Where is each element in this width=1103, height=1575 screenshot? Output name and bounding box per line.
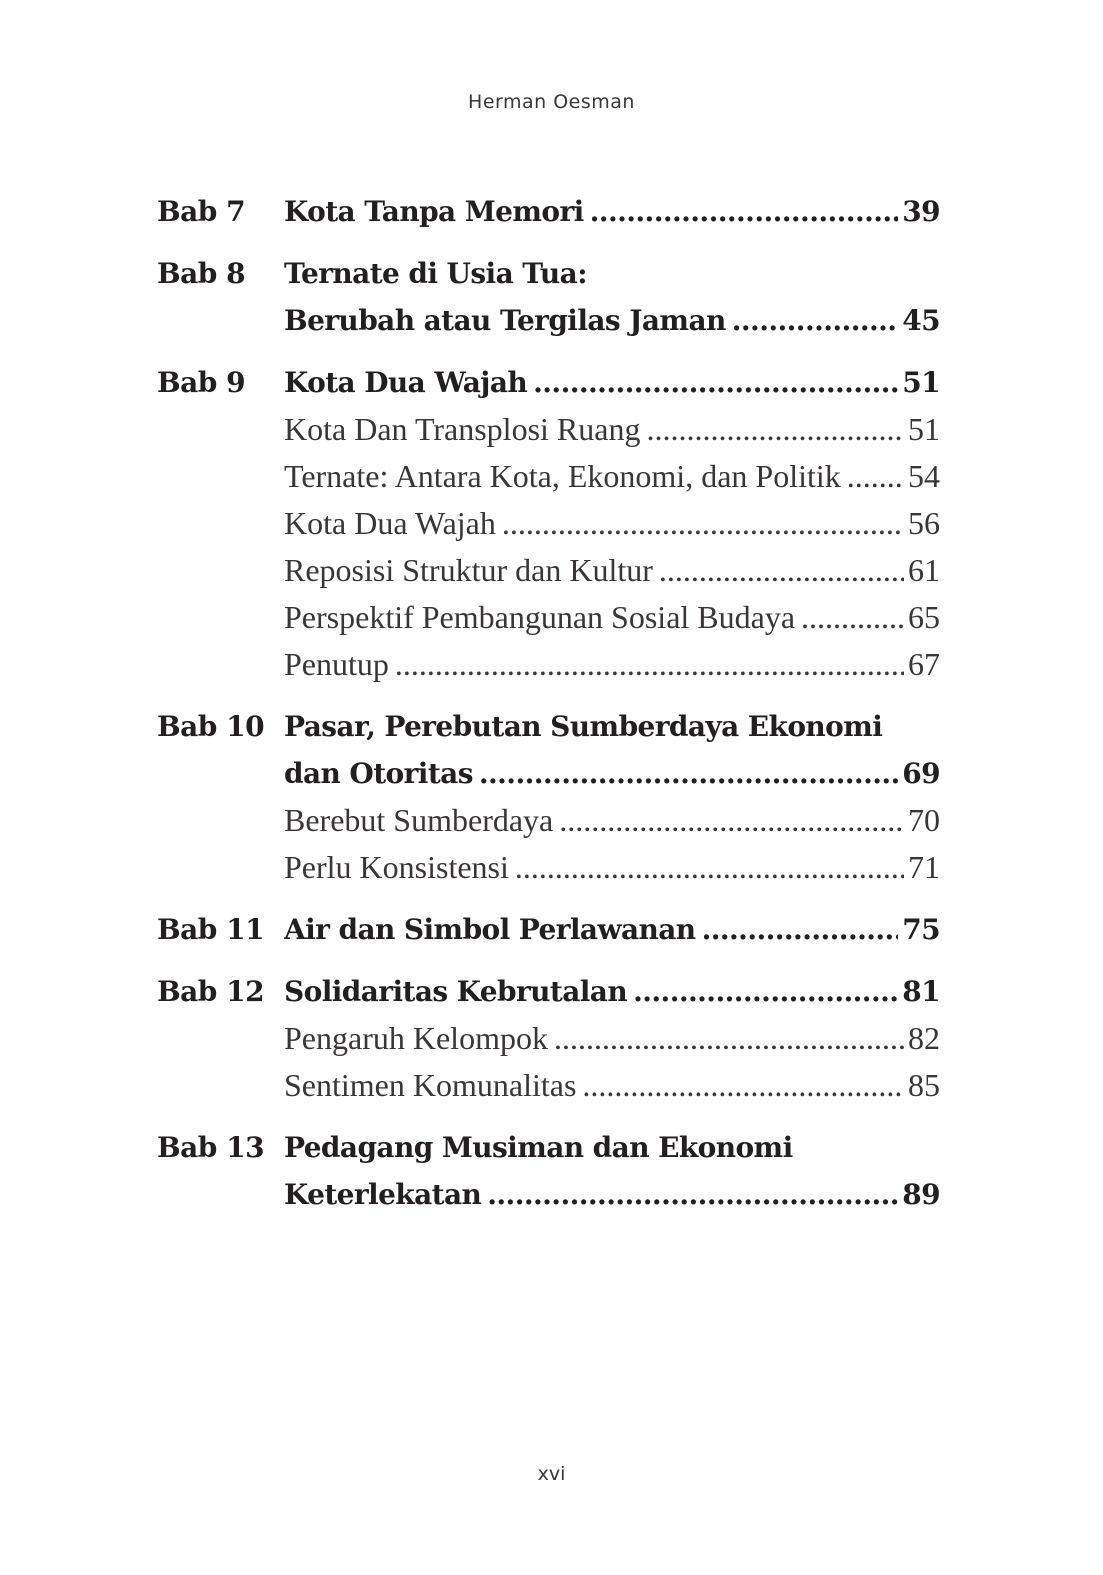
toc-section-row[interactable]: [157, 547, 940, 594]
section-entry: [284, 453, 940, 500]
section-entry: [284, 500, 940, 547]
section-title: Kota Dan Transplosi Ruang: [284, 411, 641, 447]
page-number: 69: [902, 757, 940, 790]
chapter-title-line-2: Keterlekatan: [284, 1178, 482, 1211]
page-number: 54: [908, 458, 940, 494]
section-entry: [284, 641, 940, 688]
chapter-title-line-1: Pedagang Musiman dan Ekonomi: [284, 1131, 793, 1164]
toc-chapter-row[interactable]: [157, 188, 940, 235]
toc-section-row[interactable]: [157, 406, 940, 453]
dot-leader: [702, 906, 899, 953]
toc-section-row[interactable]: [157, 797, 940, 844]
dot-leader: [659, 547, 904, 594]
chapter-entry: [284, 1171, 940, 1218]
page-number: 67: [908, 646, 940, 682]
section-entry: [284, 797, 940, 844]
section-entry: [284, 406, 940, 453]
dot-leader: [533, 359, 898, 406]
toc-chapter-row-continued[interactable]: [157, 750, 940, 797]
toc-chapter-12: [157, 968, 940, 1109]
toc-section-row[interactable]: [157, 641, 940, 688]
section-title: Perlu Konsistensi: [284, 849, 509, 885]
dot-leader: [732, 297, 898, 344]
dot-leader: [395, 641, 904, 688]
chapter-title: Kota Tanpa Memori: [284, 195, 584, 228]
section-title: Ternate: Antara Kota, Ekonomi, dan Politik: [284, 458, 841, 494]
page-number: 71: [908, 849, 940, 885]
dot-leader: [582, 1062, 904, 1109]
dot-leader: [554, 1015, 904, 1062]
chapter-label: Bab 13: [157, 1131, 265, 1164]
chapter-label: Bab 10: [157, 710, 265, 743]
dot-leader: [847, 453, 904, 500]
running-header: Herman Oesman: [468, 91, 635, 113]
chapter-title: Air dan Simbol Perlawanan: [284, 913, 696, 946]
dot-leader: [633, 968, 898, 1015]
toc-section-row[interactable]: [157, 594, 940, 641]
dot-leader: [502, 500, 904, 547]
toc-chapter-row[interactable]: [157, 1124, 940, 1171]
chapter-title-line-1: Pasar, Perebutan Sumberdaya Ekonomi: [284, 710, 883, 743]
section-title: Berebut Sumberdaya: [284, 802, 554, 838]
chapter-title: Solidaritas Kebrutalan: [284, 975, 628, 1008]
page-number: 51: [902, 366, 940, 399]
section-entry: [284, 1015, 940, 1062]
section-entry: [284, 1062, 940, 1109]
toc-chapter-9: [157, 359, 940, 688]
section-title: Sentimen Komunalitas: [284, 1067, 577, 1103]
dot-leader: [515, 844, 904, 891]
section-title: Penutup: [284, 646, 389, 682]
toc-chapter-row[interactable]: [157, 359, 940, 406]
toc-section-row[interactable]: [157, 500, 940, 547]
page-number: 70: [908, 802, 940, 838]
dot-leader: [487, 1171, 898, 1218]
dot-leader: [479, 750, 898, 797]
chapter-entry: [284, 250, 940, 297]
section-entry: [284, 594, 940, 641]
chapter-label: Bab 12: [157, 975, 265, 1008]
page-number: 39: [902, 195, 940, 228]
chapter-entry: [284, 359, 940, 406]
dot-leader: [801, 594, 904, 641]
table-of-contents: [157, 188, 940, 1233]
page-number: 45: [902, 304, 940, 337]
toc-chapter-row-continued[interactable]: [157, 1171, 940, 1218]
toc-chapter-13: [157, 1124, 940, 1218]
section-entry: [284, 547, 940, 594]
chapter-entry: [284, 750, 940, 797]
chapter-label: Bab 8: [157, 257, 246, 290]
chapter-title-line-2: dan Otoritas: [284, 757, 473, 790]
toc-chapter-11: [157, 906, 940, 953]
dot-leader: [590, 188, 899, 235]
chapter-label: Bab 11: [157, 913, 265, 946]
page-folio: xvi: [537, 1463, 566, 1485]
chapter-label: Bab 9: [157, 366, 246, 399]
dot-leader: [646, 406, 904, 453]
chapter-label: Bab 7: [157, 195, 246, 228]
toc-chapter-row-continued[interactable]: [157, 297, 940, 344]
page-number: 56: [908, 505, 940, 541]
toc-chapter-row[interactable]: [157, 250, 940, 297]
page-number: 89: [902, 1178, 940, 1211]
chapter-title: Kota Dua Wajah: [284, 366, 528, 399]
page-number: 65: [908, 599, 940, 635]
toc-chapter-row[interactable]: [157, 703, 940, 750]
chapter-entry: [284, 703, 940, 750]
page-number: 85: [908, 1067, 940, 1103]
section-title: Kota Dua Wajah: [284, 505, 496, 541]
section-title: Perspektif Pembangunan Sosial Budaya: [284, 599, 796, 635]
page-number: 75: [902, 913, 940, 946]
page-number: 51: [908, 411, 940, 447]
chapter-entry: [284, 188, 940, 235]
chapter-entry: [284, 906, 940, 953]
page-number: 81: [902, 975, 940, 1008]
chapter-title-line-1: Ternate di Usia Tua:: [284, 257, 587, 290]
section-title: Pengaruh Kelompok: [284, 1020, 548, 1056]
toc-section-row[interactable]: [157, 1015, 940, 1062]
toc-chapter-8: [157, 250, 940, 344]
page-number: 82: [908, 1020, 940, 1056]
section-entry: [284, 844, 940, 891]
toc-section-row[interactable]: [157, 453, 940, 500]
dot-leader: [559, 797, 904, 844]
toc-section-row[interactable]: [157, 1062, 940, 1109]
section-title: Reposisi Struktur dan Kultur: [284, 552, 653, 588]
toc-chapter-row[interactable]: [157, 968, 940, 1015]
chapter-entry: [284, 968, 940, 1015]
chapter-title-line-2: Berubah atau Tergilas Jaman: [284, 304, 726, 337]
toc-chapter-10: [157, 703, 940, 891]
page-number: 61: [908, 552, 940, 588]
toc-chapter-row[interactable]: [157, 906, 940, 953]
toc-chapter-7: [157, 188, 940, 235]
chapter-entry: [284, 297, 940, 344]
toc-section-row[interactable]: [157, 844, 940, 891]
chapter-entry: [284, 1124, 940, 1171]
